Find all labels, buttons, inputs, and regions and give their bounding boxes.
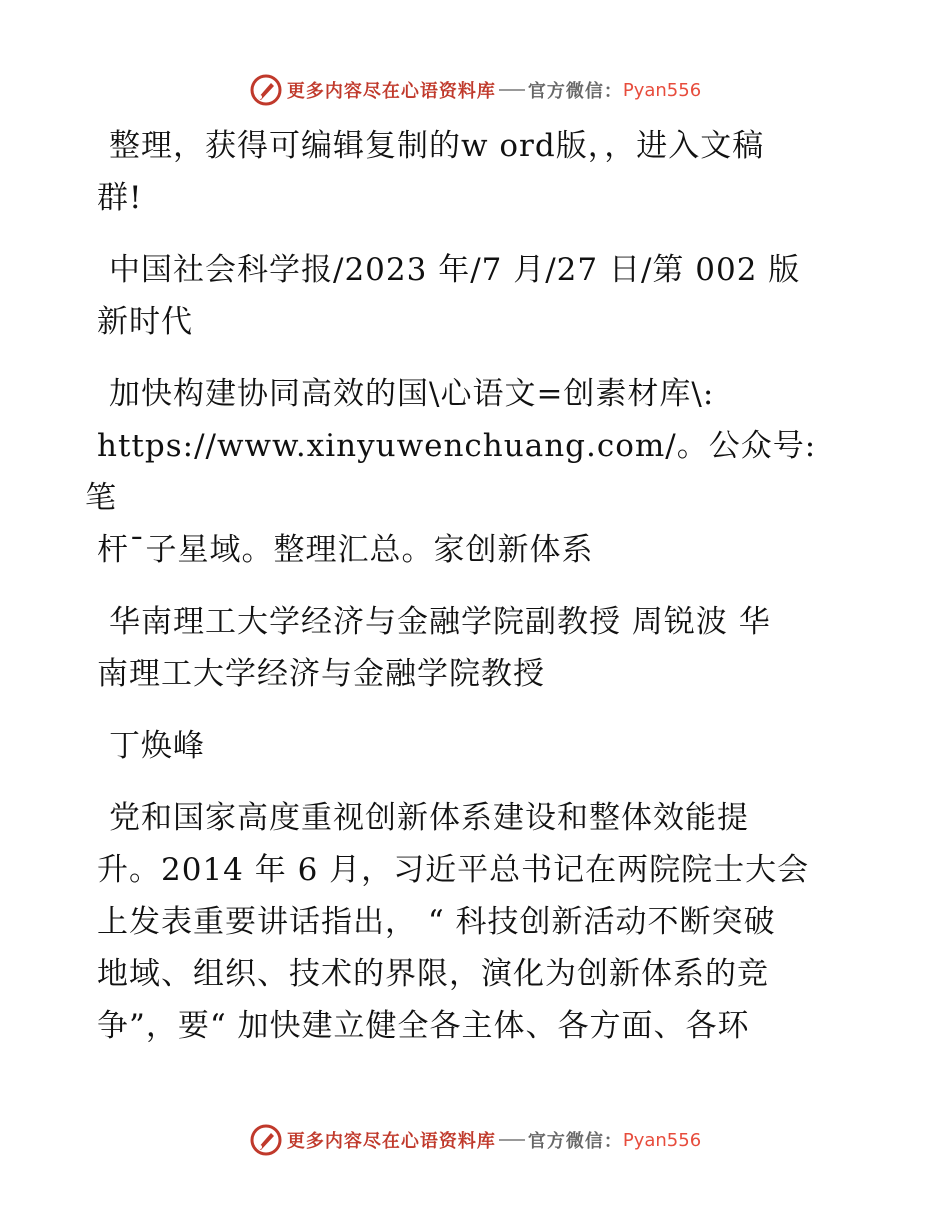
wechat-id: Pyan556	[622, 79, 702, 101]
pen-logo-icon	[249, 1123, 283, 1157]
text-line: 加快构建协同高效的国\心语文=创素材库\:	[109, 376, 715, 412]
text-line: 杆¯子星域。整理汇总。家创新体系	[97, 532, 594, 568]
text-line: 中国社会科学报/2023 年/7 月/27 日/第 002 版	[109, 252, 801, 288]
text-line: 丁焕峰	[109, 728, 205, 764]
wechat-label: 官方微信：	[527, 81, 623, 102]
text-line: https://www.xinyuwenchuang.com/。公众号: 笔	[85, 428, 817, 516]
wechat-id: Pyan556	[622, 1129, 702, 1151]
paragraph-2	[97, 244, 857, 348]
text-line: 群!	[97, 180, 143, 216]
wechat-label: 官方微信：	[527, 1131, 623, 1152]
text-line: 地域、组织、技术的界限，演化为创新体系的竞	[97, 956, 769, 992]
paragraph-3	[85, 368, 857, 576]
text-line: 新时代	[97, 304, 193, 340]
text-line: 争”，要“ 加快建立健全各主体、各方面、各环	[97, 1008, 750, 1044]
text-line: 上发表重要讲话指出， “ 科技创新活动不断突破	[97, 904, 776, 940]
paragraph-6	[97, 792, 857, 1052]
pen-logo-icon	[249, 73, 283, 107]
brand-text: 更多内容尽在心语资料库	[286, 1131, 496, 1152]
footer-watermark-banner	[0, 1120, 950, 1160]
paragraph-1	[97, 120, 857, 224]
text-line: 升。2014 年 6 月，习近平总书记在两院院士大会	[97, 852, 810, 888]
document-body	[85, 120, 857, 1072]
divider-dash	[499, 89, 525, 91]
text-line: 华南理工大学经济与金融学院副教授 周锐波 华	[109, 604, 771, 640]
paragraph-5	[97, 720, 857, 772]
text-line: 整理，获得可编辑复制的w ord版，，进入文稿	[109, 128, 765, 164]
text-line: 南理工大学经济与金融学院教授	[97, 656, 545, 692]
text-line: 党和国家高度重视创新体系建设和整体效能提	[109, 800, 749, 836]
divider-dash	[499, 1139, 525, 1141]
header-watermark-banner	[0, 70, 950, 110]
paragraph-4	[97, 596, 857, 700]
brand-text: 更多内容尽在心语资料库	[286, 81, 496, 102]
